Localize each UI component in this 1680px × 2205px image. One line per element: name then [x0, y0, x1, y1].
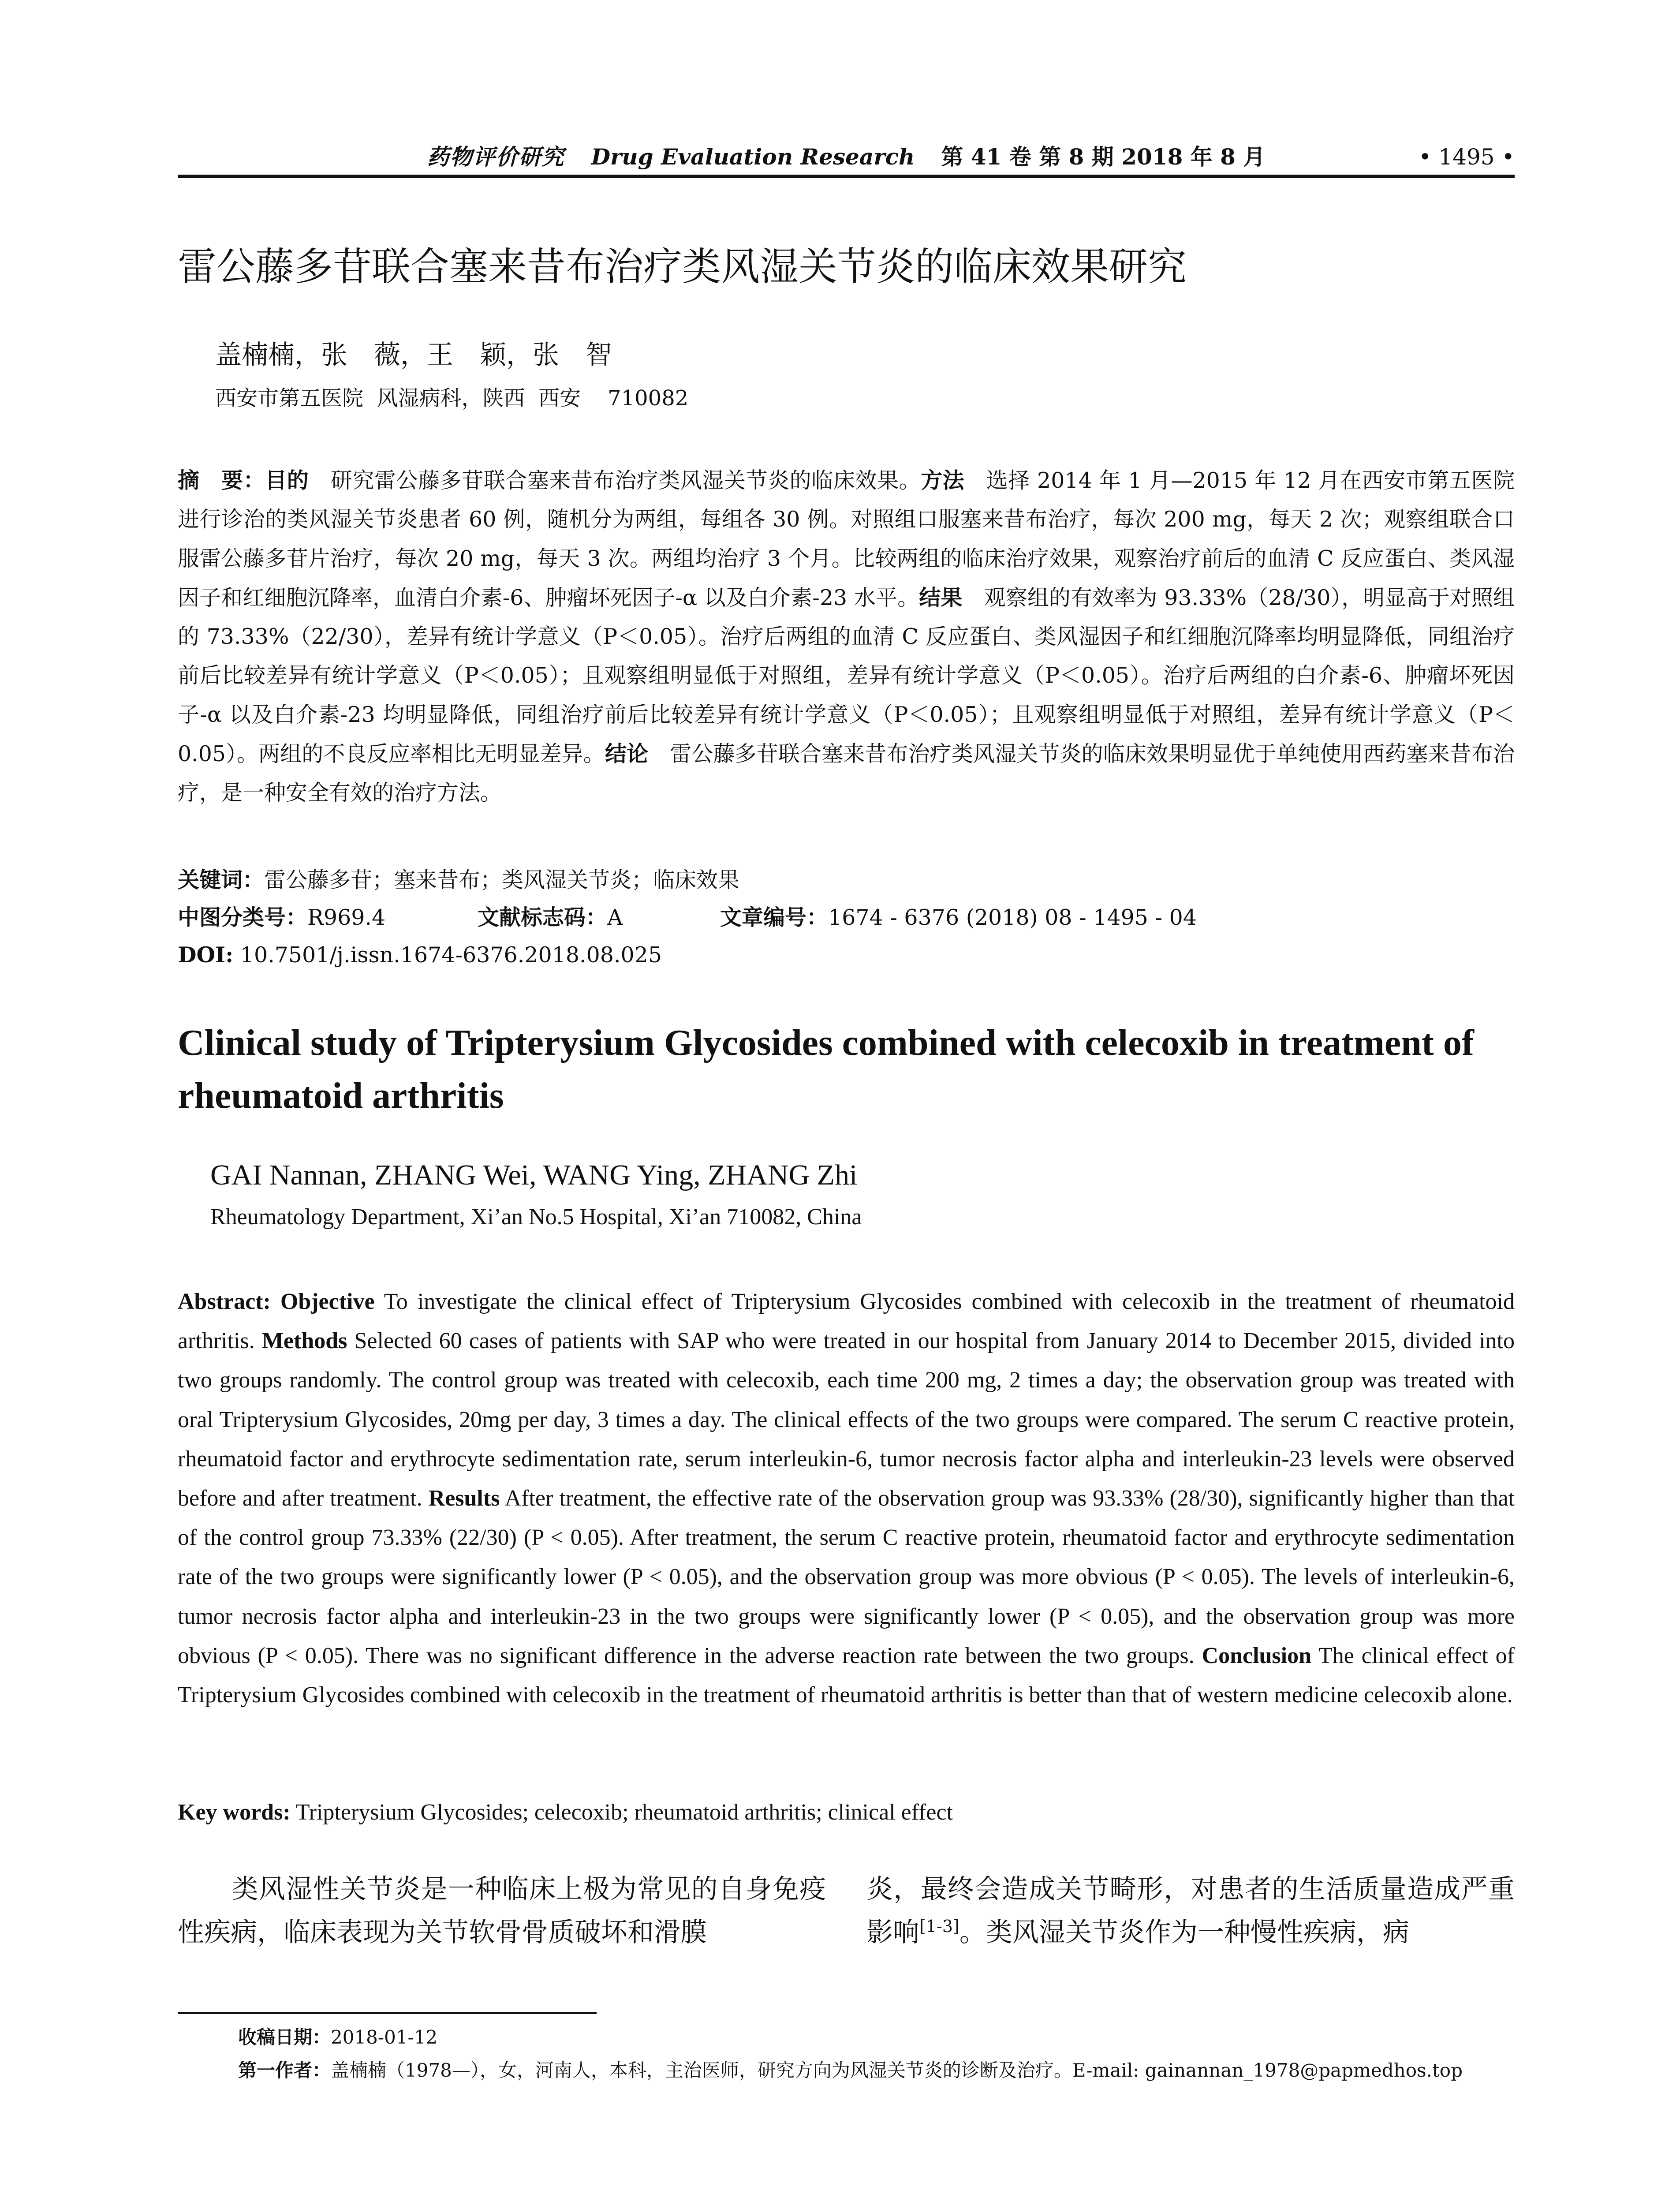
clc-label: 中图分类号： — [178, 904, 308, 930]
en-authors: GAI Nannan, ZHANG Wei, WANG Ying, ZHANG Zhi — [210, 1159, 858, 1191]
cn-authors: 盖楠楠，张 薇，王 颖，张 智 — [215, 340, 612, 370]
clc-value: R969.4 — [307, 905, 386, 930]
en-conclusion-text: The clinical effect of Tripterysium Glycosides combined with celecoxib in the treatment of rheumatoid arthritis is better than that of western medicine celecoxib alone. — [178, 1643, 1515, 1708]
en-objective-label: Objective — [280, 1289, 375, 1314]
page-number: • 1495 • — [1418, 144, 1515, 170]
doc-code-label: 文献标志码： — [478, 904, 608, 930]
received-date: 2018-01-12 — [331, 2026, 438, 2048]
footnote-author — [238, 2057, 1463, 2084]
cn-conclusion-label: 结论 — [605, 741, 649, 767]
cn-results-label: 结果 — [919, 584, 963, 610]
cn-abstract — [178, 461, 1515, 813]
cn-conclusion-text: 雷公藤多苷联合塞来昔布治疗类风湿关节炎的临床效果明显优于单纯使用西药塞来昔布治疗，是一种安全有效的治疗方法。 — [178, 741, 1515, 806]
cn-methods-label: 方法 — [921, 467, 965, 493]
journal-name-en: Drug Evaluation Research — [591, 144, 915, 170]
article-no-value: 1674 - 6376 (2018) 08 - 1495 - 04 — [828, 905, 1197, 930]
article-no-line — [720, 900, 1197, 935]
issue-info: 第 41 卷 第 8 期 2018 年 8 月 — [941, 144, 1266, 170]
cn-title: 雷公藤多苷联合塞来昔布治疗类风湿关节炎的临床效果研究 — [178, 244, 1187, 289]
classification-line — [178, 900, 385, 935]
footnote-received — [238, 2024, 437, 2051]
footnote-divider — [178, 2012, 597, 2014]
journal-logo-cn: 药物评价研究 — [427, 144, 565, 170]
article-no-label: 文章编号： — [720, 904, 829, 930]
body-col2-text-a: 炎，最终会造成关节畸形，对患者的生活质量造成严重影响 — [866, 1874, 1515, 1948]
en-abstract-label: Abstract: — [178, 1289, 280, 1314]
doc-code-value: A — [607, 905, 623, 930]
cn-keywords-label: 关键词： — [178, 867, 265, 893]
cn-abstract-label: 摘 要： — [178, 467, 265, 493]
en-affiliation: Rheumatology Department, Xi’an No.5 Hospital, Xi’an 710082, China — [210, 1204, 862, 1230]
en-conclusion-label: Conclusion — [1202, 1643, 1312, 1668]
doc-code-line — [478, 900, 623, 935]
first-author-info: 盖楠楠（1978—），女，河南人，本科，主治医师，研究方向为风湿关节炎的诊断及治疗。E-mail: gainannan_1978@papmedhos.top — [331, 2059, 1463, 2081]
en-results-text: After treatment, the effective rate of the observation group was 93.33% (28/30), significantly higher than that of the control group 73.33% (22/30) (P < 0.05). After treatment, the serum C reactive protein, rheumatoid factor and erythrocyte sedimentation rate of the two groups were significantly lower (P < 0.05), and the observation group was more obvious (P < 0.05). The levels of interleukin-6, tumor necrosis factor alpha and interleukin-23 in the two groups were significantly lower (P < 0.05), and the observation group was more obvious (P < 0.05). There was no significant difference in the adverse reaction rate between the two groups. — [178, 1486, 1515, 1668]
en-keywords — [178, 1795, 953, 1830]
en-keywords-text: Tripterysium Glycosides; celecoxib; rheumatoid arthritis; clinical effect — [290, 1800, 953, 1825]
en-methods-text: Selected 60 cases of patients with SAP who were treated in our hospital from January 2014 to December 2015, divided into two groups randomly. The control group was treated with celecoxib, each time 200 mg, 2 times a day; the observation group was treated with oral Tripterysium Glycosides, 20mg per day, 3 times a day. The clinical effects of the two groups were compared. The serum C reactive protein, rheumatoid factor and erythrocyte sedimentation rate, serum interleukin-6, tumor necrosis factor alpha and interleukin-23 levels were observed before and after treatment. — [178, 1328, 1515, 1511]
cn-methods-text: 选择 2014 年 1 月—2015 年 12 月在西安市第五医院进行诊治的类风湿关节炎患者 60 例，随机分为两组，每组各 30 例。对照组口服塞来昔布治疗，每次 200 mg，每天 2 次；观察组联合口服雷公藤多苷片治疗，每次 20 mg，每天 3 次。两组均治疗 3 个月。比较两组的临床治疗效果，观察治疗前后的血清 C 反应蛋白、类风湿因子和红细胞沉降率，血清白介素-6、肿瘤坏死因子-α 以及白介素-23 水平。 — [178, 468, 1515, 610]
cn-keywords-text: 雷公藤多苷；塞来昔布；类风湿关节炎；临床效果 — [264, 867, 740, 893]
en-results-label: Results — [428, 1486, 500, 1511]
body-col2-text-b: 。类风湿关节炎作为一种慢性疾病，病 — [959, 1917, 1409, 1948]
body-column-right — [866, 1868, 1515, 1954]
first-author-label: 第一作者： — [238, 2059, 331, 2081]
citation-ref: [1-3] — [919, 1917, 959, 1936]
body-column-left: 类风湿性关节炎是一种临床上极为常见的自身免疫性疾病，临床表现为关节软骨骨质破坏和滑膜 — [178, 1874, 826, 1948]
en-methods-label: Methods — [261, 1328, 347, 1354]
running-header — [178, 139, 1515, 178]
en-keywords-label: Key words: — [178, 1800, 291, 1825]
en-title: Clinical study of Tripterysium Glycosides combined with celecoxib in treatment of rheumatoid arthritis — [178, 1022, 1474, 1116]
doi-label: DOI: — [178, 942, 234, 968]
doi-line — [178, 937, 662, 973]
en-abstract — [178, 1282, 1515, 1715]
cn-results-text: 观察组的有效率为 93.33%（28/30），明显高于对照组的 73.33%（22/30），差异有统计学意义（P＜0.05）。治疗后两组的血清 C 反应蛋白、类风湿因子和红细胞沉降率均明显降低，同组治疗前后比较差异有统计学意义（P＜0.05）；且观察组明显低于对照组，差异有统计学意义（P＜0.05）。治疗后两组的白介素-6、肿瘤坏死因子-α 以及白介素-23 均明显降低，同组治疗前后比较差异有统计学意义（P＜0.05）；且观察组明显低于对照组，差异有统计学意义（P＜0.05）。两组的不良反应率相比无明显差异。 — [178, 585, 1515, 767]
cn-objective-label: 目的 — [265, 467, 309, 493]
cn-objective-text: 研究雷公藤多苷联合塞来昔布治疗类风湿关节炎的临床效果。 — [309, 468, 921, 493]
doi-value: 10.7501/j.issn.1674-6376.2018.08.025 — [233, 942, 662, 968]
cn-keywords — [178, 862, 739, 898]
journal-info — [178, 139, 1515, 175]
en-objective-text: To investigate the clinical effect of Tripterysium Glycosides combined with celecoxib in the treatment of rheumatoid arthritis. — [178, 1289, 1515, 1354]
received-label: 收稿日期： — [238, 2026, 331, 2048]
cn-affiliation: 西安市第五医院 风湿病科，陕西 西安 710082 — [215, 386, 689, 411]
